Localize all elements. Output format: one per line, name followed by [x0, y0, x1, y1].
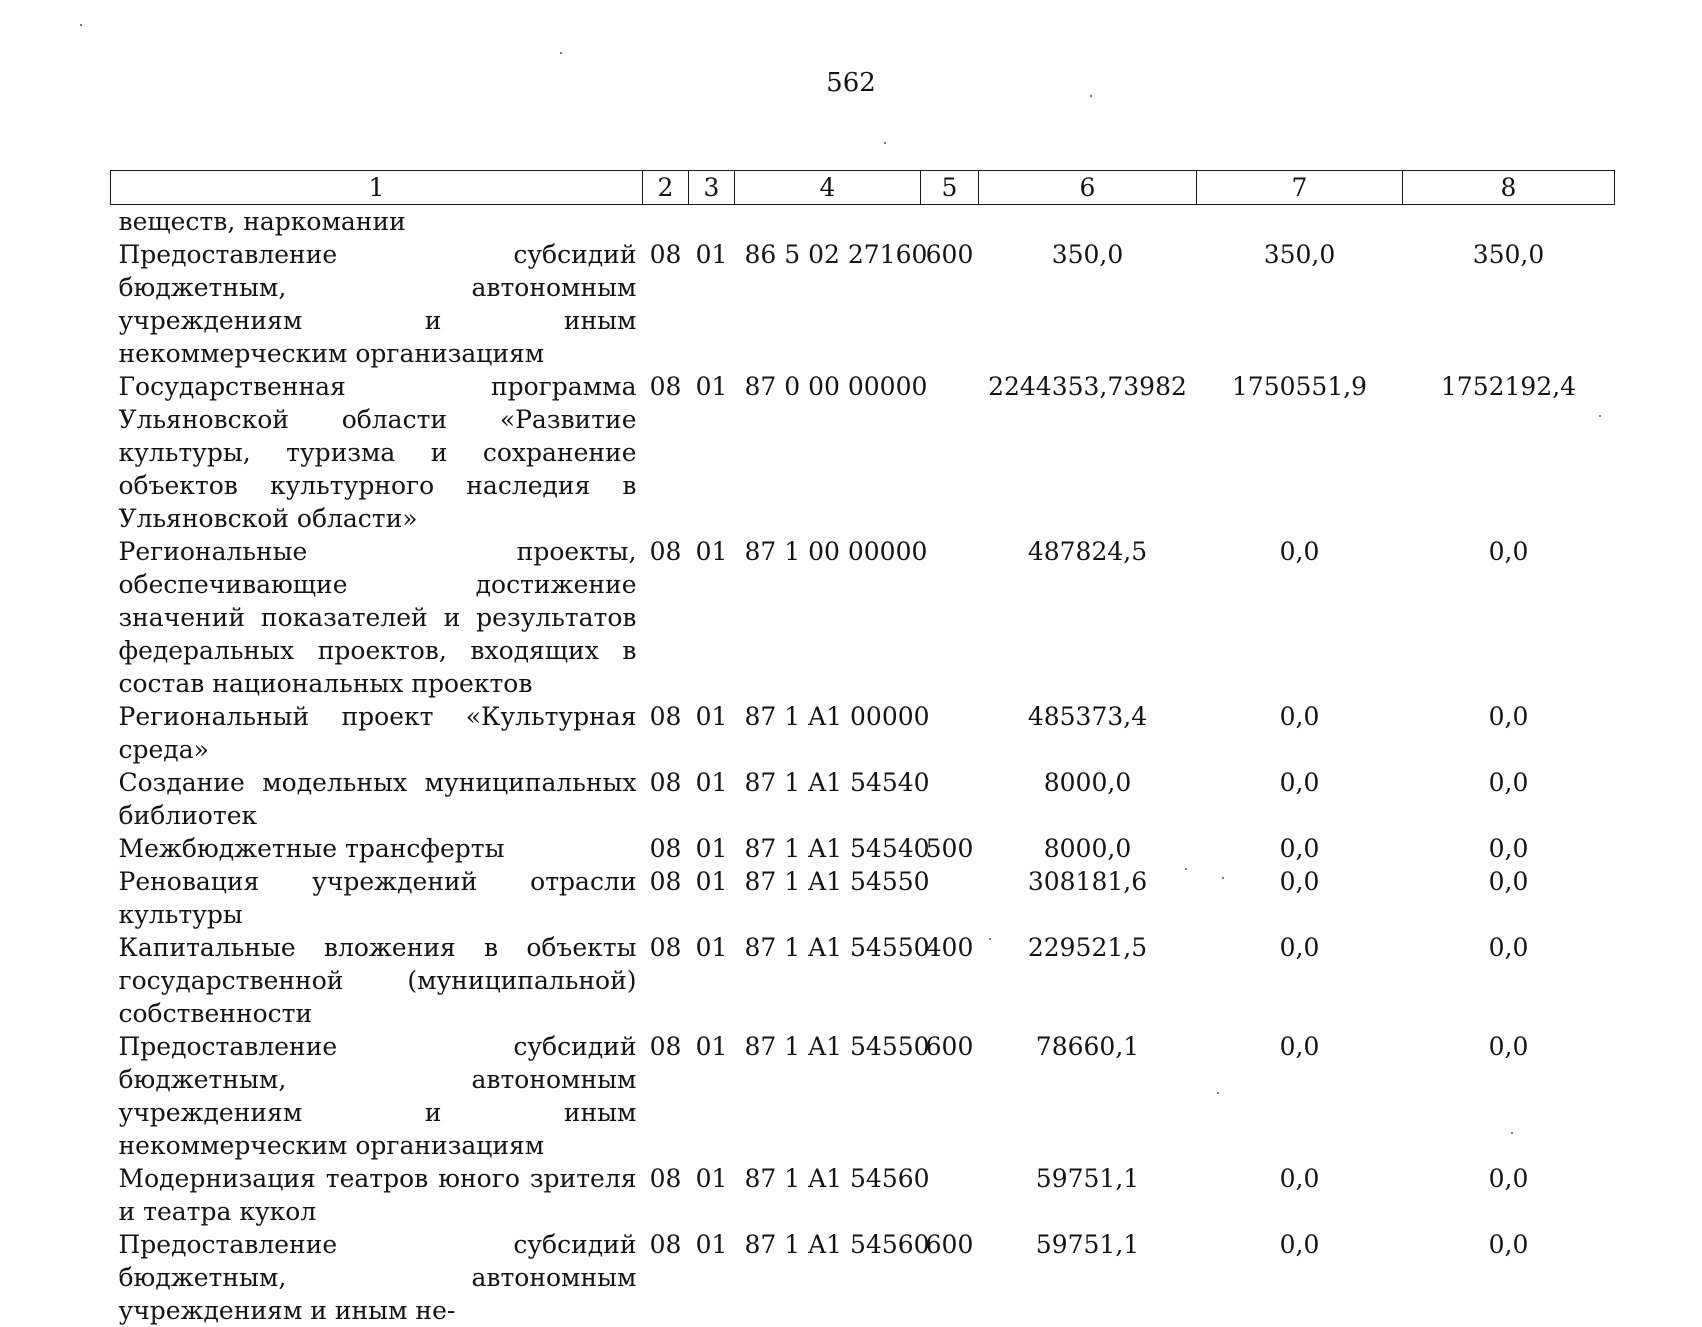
row-amount-col7-cell: 0,0	[1197, 535, 1403, 700]
row-amount-col6-cell: 78660,1	[979, 1030, 1197, 1162]
row-target-article-cell: 87 1 A1 54560	[735, 1162, 921, 1228]
row-name-cell: веществ, наркомании	[111, 205, 643, 239]
row-amount-col8-cell: 0,0	[1403, 766, 1615, 832]
row-target-article-cell: 87 1 A1 00000	[735, 700, 921, 766]
column-header-7: 7	[1197, 171, 1403, 205]
row-subsection-cell: 01	[689, 370, 735, 535]
row-subsection-cell: 01	[689, 931, 735, 1030]
scan-speck	[989, 938, 991, 940]
row-amount-col6-cell: 8000,0	[979, 832, 1197, 865]
row-section-cell	[643, 205, 689, 239]
row-amount-col8-cell: 0,0	[1403, 865, 1615, 931]
row-expense-type-cell	[921, 370, 979, 535]
row-target-article-cell: 87 1 A1 54540	[735, 832, 921, 865]
row-section-cell: 08	[643, 535, 689, 700]
table-row	[111, 535, 1615, 700]
row-name-cell: Региональные проекты, обеспечивающие достижение значений показателей и результатов федеральных проектов, входящих в состав национальных проектов	[111, 535, 643, 700]
table-row	[111, 1030, 1615, 1162]
row-name-cell: Предоставление субсидий бюджетным, автономным учреждениям и иным некоммерческим организациям	[111, 1030, 643, 1162]
row-amount-col8-cell: 0,0	[1403, 700, 1615, 766]
column-header-5: 5	[921, 171, 979, 205]
row-name-cell: Предоставление субсидий бюджетным, автономным учреждениям и иным не-	[111, 1228, 643, 1327]
row-section-cell: 08	[643, 1162, 689, 1228]
scan-speck	[1217, 1092, 1219, 1094]
column-header-8: 8	[1403, 171, 1615, 205]
row-section-cell: 08	[643, 370, 689, 535]
row-subsection-cell: 01	[689, 238, 735, 370]
row-target-article-cell: 87 1 A1 54550	[735, 865, 921, 931]
row-amount-col8-cell: 1752192,4	[1403, 370, 1615, 535]
row-subsection-cell	[689, 205, 735, 239]
row-amount-col8-cell: 350,0	[1403, 238, 1615, 370]
row-section-cell: 08	[643, 700, 689, 766]
row-amount-col6-cell: 229521,5	[979, 931, 1197, 1030]
table-row	[111, 931, 1615, 1030]
budget-table	[110, 170, 1615, 1327]
row-amount-col8-cell	[1403, 205, 1615, 239]
row-subsection-cell: 01	[689, 1228, 735, 1327]
row-amount-col8-cell: 0,0	[1403, 1162, 1615, 1228]
table-row	[111, 205, 1615, 239]
row-amount-col6-cell: 8000,0	[979, 766, 1197, 832]
row-amount-col8-cell: 0,0	[1403, 1030, 1615, 1162]
row-subsection-cell: 01	[689, 766, 735, 832]
row-section-cell: 08	[643, 832, 689, 865]
row-section-cell: 08	[643, 238, 689, 370]
row-subsection-cell: 01	[689, 832, 735, 865]
header-row	[111, 171, 1615, 205]
row-expense-type-cell: 600	[921, 238, 979, 370]
row-amount-col7-cell	[1197, 205, 1403, 239]
scan-speck	[80, 24, 82, 26]
row-target-article-cell: 87 1 A1 54540	[735, 766, 921, 832]
column-header-1: 1	[111, 171, 643, 205]
row-name-cell: Межбюджетные трансферты	[111, 832, 643, 865]
row-amount-col7-cell: 0,0	[1197, 1228, 1403, 1327]
scan-speck	[884, 142, 886, 144]
row-amount-col7-cell: 0,0	[1197, 1030, 1403, 1162]
scan-speck	[1511, 1132, 1513, 1134]
scan-speck	[1222, 877, 1224, 879]
table-row	[111, 370, 1615, 535]
row-amount-col8-cell: 0,0	[1403, 832, 1615, 865]
row-target-article-cell: 87 1 A1 54560	[735, 1228, 921, 1327]
row-target-article-cell: 87 1 A1 54550	[735, 1030, 921, 1162]
row-subsection-cell: 01	[689, 1030, 735, 1162]
column-header-2: 2	[643, 171, 689, 205]
row-amount-col6-cell: 485373,4	[979, 700, 1197, 766]
row-subsection-cell: 01	[689, 535, 735, 700]
row-amount-col6-cell: 350,0	[979, 238, 1197, 370]
row-subsection-cell: 01	[689, 700, 735, 766]
column-header-6: 6	[979, 171, 1197, 205]
row-target-article-cell: 86 5 02 27160	[735, 238, 921, 370]
row-amount-col7-cell: 1750551,9	[1197, 370, 1403, 535]
row-target-article-cell	[735, 205, 921, 239]
row-name-cell: Создание модельных муниципальных библиотек	[111, 766, 643, 832]
table-row	[111, 766, 1615, 832]
table-row	[111, 1228, 1615, 1327]
row-expense-type-cell: 400	[921, 931, 979, 1030]
page-number: 562	[0, 68, 1702, 98]
row-subsection-cell: 01	[689, 865, 735, 931]
row-amount-col7-cell: 0,0	[1197, 832, 1403, 865]
row-name-cell: Модернизация театров юного зрителя и театра кукол	[111, 1162, 643, 1228]
row-amount-col8-cell: 0,0	[1403, 535, 1615, 700]
row-amount-col6-cell: 59751,1	[979, 1162, 1197, 1228]
row-section-cell: 08	[643, 766, 689, 832]
table-body	[111, 205, 1615, 1327]
table-row	[111, 832, 1615, 865]
row-amount-col7-cell: 0,0	[1197, 700, 1403, 766]
row-target-article-cell: 87 0 00 00000	[735, 370, 921, 535]
row-name-cell: Государственная программа Ульяновской области «Развитие культуры, туризма и сохранение объектов культурного наследия в Ульяновской области»	[111, 370, 643, 535]
row-name-cell: Реновация учреждений отрасли культуры	[111, 865, 643, 931]
row-section-cell: 08	[643, 865, 689, 931]
row-expense-type-cell	[921, 205, 979, 239]
scan-speck	[560, 52, 562, 54]
row-name-cell: Капитальные вложения в объекты государственной (муниципальной) собственности	[111, 931, 643, 1030]
row-amount-col6-cell: 2244353,73982	[979, 370, 1197, 535]
table-row	[111, 238, 1615, 370]
row-amount-col8-cell: 0,0	[1403, 1228, 1615, 1327]
column-header-3: 3	[689, 171, 735, 205]
table-row	[111, 865, 1615, 931]
row-amount-col6-cell	[979, 205, 1197, 239]
row-section-cell: 08	[643, 1228, 689, 1327]
row-target-article-cell: 87 1 A1 54550	[735, 931, 921, 1030]
row-amount-col7-cell: 0,0	[1197, 766, 1403, 832]
row-amount-col7-cell: 0,0	[1197, 931, 1403, 1030]
row-amount-col8-cell: 0,0	[1403, 931, 1615, 1030]
row-name-cell: Предоставление субсидий бюджетным, автономным учреждениям и иным некоммерческим организациям	[111, 238, 643, 370]
row-section-cell: 08	[643, 931, 689, 1030]
row-subsection-cell: 01	[689, 1162, 735, 1228]
table-row	[111, 1162, 1615, 1228]
row-target-article-cell: 87 1 00 00000	[735, 535, 921, 700]
row-expense-type-cell	[921, 535, 979, 700]
scan-speck	[1090, 95, 1092, 97]
row-expense-type-cell: 600	[921, 1228, 979, 1327]
row-amount-col6-cell: 59751,1	[979, 1228, 1197, 1327]
row-amount-col7-cell: 350,0	[1197, 238, 1403, 370]
row-amount-col7-cell: 0,0	[1197, 865, 1403, 931]
row-section-cell: 08	[643, 1030, 689, 1162]
row-expense-type-cell: 600	[921, 1030, 979, 1162]
row-amount-col7-cell: 0,0	[1197, 1162, 1403, 1228]
table-row	[111, 700, 1615, 766]
row-name-cell: Региональный проект «Культурная среда»	[111, 700, 643, 766]
scan-speck	[1185, 868, 1187, 870]
row-amount-col6-cell: 308181,6	[979, 865, 1197, 931]
scan-speck	[1599, 415, 1601, 417]
row-amount-col6-cell: 487824,5	[979, 535, 1197, 700]
row-expense-type-cell: 500	[921, 832, 979, 865]
column-header-4: 4	[735, 171, 921, 205]
